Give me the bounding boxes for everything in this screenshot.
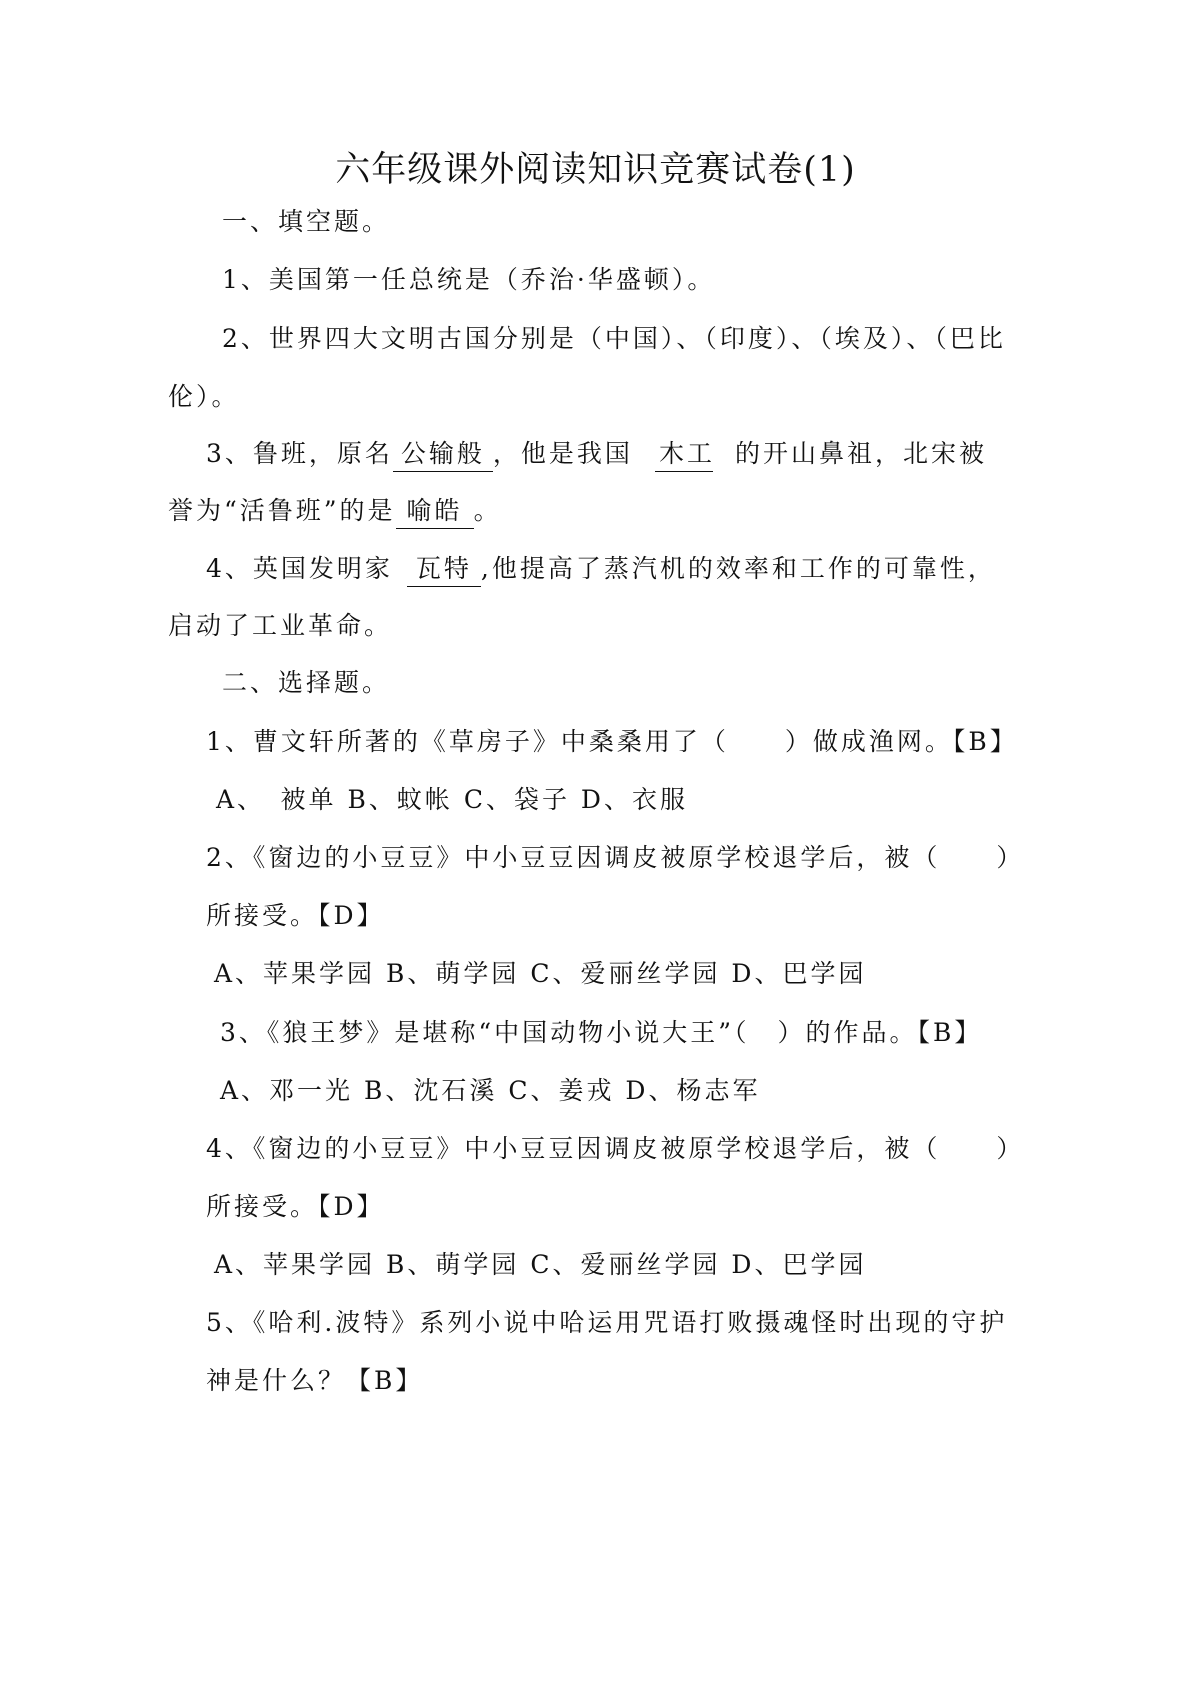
fill-question-4-line1 xyxy=(206,552,996,587)
choice-question-4-line1: 4、《窗边的小豆豆》中小豆豆因调皮被原学校退学后，被（ ） xyxy=(206,1134,1025,1163)
fill-question-2-line2: 伦）。 xyxy=(168,382,240,411)
q3-prefix: 3、鲁班，原名 xyxy=(206,439,393,468)
choice-question-2-options: A、苹果学园 B、萌学园 C、爱丽丝学园 D、巴学园 xyxy=(214,959,867,988)
q4-suffix: ,他提高了蒸汽机的效率和工作的可靠性， xyxy=(480,554,996,583)
page-title: 六年级课外阅读知识竞赛试卷(1) xyxy=(335,150,856,190)
fill-question-3-line1 xyxy=(206,437,987,472)
q3-mid: ，他是我国 xyxy=(492,439,633,468)
q3-line2-prefix: 誉为“活鲁班”的是 xyxy=(168,496,396,525)
choice-question-2-line2: 所接受。【D】 xyxy=(206,901,385,930)
fill-question-2-line1: 2、世界四大文明古国分别是（中国）、（印度）、（埃及）、（巴比 xyxy=(222,324,1006,353)
q4-prefix: 4、英国发明家 xyxy=(206,554,393,583)
q3-line2-suffix: 。 xyxy=(473,496,502,525)
q4-answer-blank: 瓦特 xyxy=(407,552,481,587)
choice-question-4-options: A、苹果学园 B、萌学园 C、爱丽丝学园 D、巴学园 xyxy=(214,1250,867,1279)
fill-question-3-line2 xyxy=(168,494,502,529)
q3-answer-blank-2: 木工 xyxy=(655,437,713,472)
choice-question-1-options: A、 被单 B、蚊帐 C、袋子 D、衣服 xyxy=(216,785,688,814)
q3-suffix: 的开山鼻祖，北宋被 xyxy=(734,439,987,468)
fill-question-1: 1、美国第一任总统是（乔治·华盛顿）。 xyxy=(222,265,716,294)
choice-question-3: 3、《狼王梦》是堪称“中国动物小说大王”（ ）的作品。【B】 xyxy=(220,1018,983,1047)
choice-question-1: 1、曹文轩所著的《草房子》中桑桑用了（ ）做成渔网。【B】 xyxy=(206,727,1018,756)
choice-question-2-line1: 2、《窗边的小豆豆》中小豆豆因调皮被原学校退学后，被（ ） xyxy=(206,843,1025,872)
choice-question-5-line2: 神是什么？【B】 xyxy=(206,1366,424,1395)
q3-answer-blank-3: 喻皓 xyxy=(396,494,474,529)
q3-answer-blank-1: 公输般 xyxy=(393,437,493,472)
fill-question-4-line2: 启动了工业革命。 xyxy=(168,611,393,640)
section-heading-multiple-choice: 二、选择题。 xyxy=(222,668,391,697)
choice-question-5-line1: 5、《哈利.波特》系列小说中哈运用咒语打败摄魂怪时出现的守护 xyxy=(206,1308,1008,1337)
section-heading-fill-blank: 一、填空题。 xyxy=(222,207,391,236)
choice-question-4-line2: 所接受。【D】 xyxy=(206,1192,385,1221)
choice-question-3-options: A、邓一光 B、沈石溪 C、姜戎 D、杨志军 xyxy=(220,1076,761,1105)
